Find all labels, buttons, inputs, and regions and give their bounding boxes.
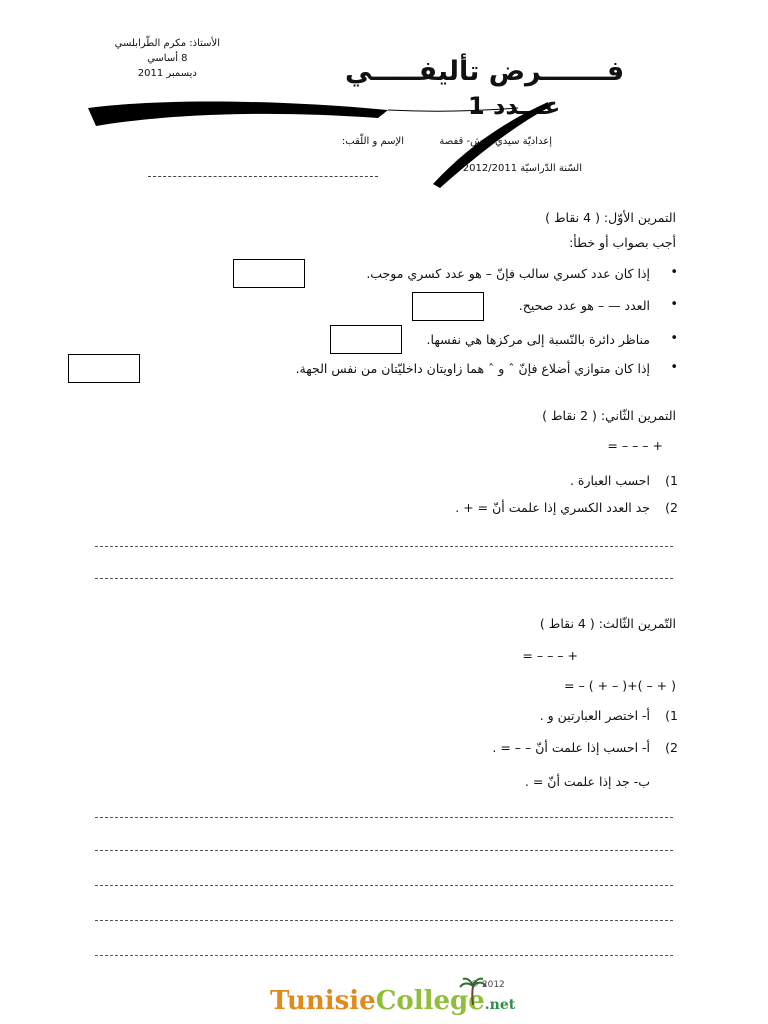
exercise2-expression: = – – – + [607, 438, 663, 453]
exercise2-question [455, 500, 678, 515]
answer-box[interactable] [330, 325, 402, 354]
logo-part-net: .net [484, 997, 516, 1013]
exercise3-question [525, 774, 650, 789]
question-text: أ- اختصر العبارتين و . [539, 708, 650, 723]
answer-box[interactable] [233, 259, 305, 288]
question-number: 1) [665, 708, 678, 723]
name-label: الإسم و اللّقب: [341, 136, 404, 147]
logo-part-college: College [375, 986, 485, 1016]
name-field-line[interactable] [148, 176, 378, 177]
school-name: إعداديّة سيدي عيش- قفصة [439, 136, 552, 147]
question-text: احسب العبارة . [569, 473, 650, 488]
question-text: جد العدد الكسري إذا علمت أنّ = + . [455, 500, 650, 515]
answer-box[interactable] [412, 292, 484, 321]
answer-line[interactable] [95, 850, 673, 851]
logo-part-tunisie: Tunisie [270, 986, 376, 1016]
exercise1-title: التمرين الأوّل: ( 4 نقاط ) [545, 210, 676, 225]
exam-title: فـــــــرض تأليفـــــي [345, 56, 625, 87]
question-number: 1) [665, 473, 678, 488]
answer-line[interactable] [95, 546, 673, 547]
exercise1-item: • إذا كان عدد كسري سالب فإنّ – هو عدد كسري موجب. [366, 266, 650, 281]
exam-date: ديسمبر 2011 [137, 68, 197, 79]
question-text: ب- جد إذا علمت أنّ = . [524, 774, 650, 789]
exercise3-expression-b: = – ( + – )+( – + ) [564, 678, 676, 693]
exercise1-instruction: أجب بصواب أو خطأ: [569, 235, 676, 250]
answer-line[interactable] [95, 885, 673, 886]
exercise1-item: • العدد — – هو عدد صحيح. [519, 298, 650, 313]
exercise2-question [569, 473, 678, 488]
exercise3-expression-a: = – – – + [522, 648, 578, 663]
exercise3-title: التّمرين الثّالث: ( 4 نقاط ) [539, 616, 676, 631]
teacher-info [115, 36, 220, 81]
exercise1-item: • إذا كان متوازي أضلاع فإنّ ˆ و ˆ هما زاويتان داخليّتان من نفس الجهة. [296, 361, 650, 376]
exam-number: عـــدد 1 [468, 92, 561, 120]
question-text: أ- احسب إذا علمت أنّ – – = . [492, 740, 650, 755]
answer-box[interactable] [68, 354, 140, 383]
exercise3-question [539, 708, 678, 723]
answer-line[interactable] [95, 920, 673, 921]
answer-line[interactable] [95, 578, 673, 579]
exercise1-item: • مناظر دائرة بالنّسبة إلى مركزها هي نفسها. [427, 332, 650, 347]
question-number: 2) [665, 740, 678, 755]
answer-line[interactable] [95, 817, 673, 818]
exercise3-question [492, 740, 678, 755]
school-year: السّنة الدّراسيّة 2012/2011 [462, 163, 582, 174]
copyright-mark: © 2012 [470, 980, 505, 990]
grade-level: 8 أساسي [147, 53, 188, 64]
question-number: 2) [665, 500, 678, 515]
teacher-name: الأستاذ: مكرم الطّرابلسي [114, 38, 220, 49]
exercise2-title: التمرين الثّاني: ( 2 نقاط ) [542, 408, 676, 423]
answer-line[interactable] [95, 955, 673, 956]
